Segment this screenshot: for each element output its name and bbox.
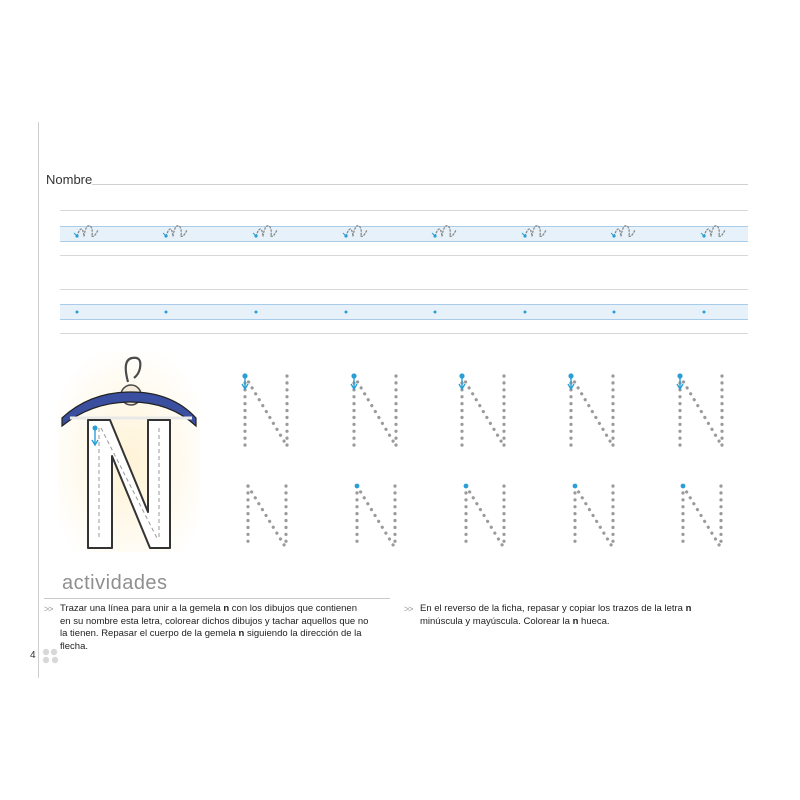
page-number-dots-icon (43, 649, 58, 663)
cursive-n-trace-row (74, 226, 725, 238)
activities-divider (44, 598, 390, 599)
chevron-double-right-icon: >> (404, 604, 413, 614)
hanger-with-capital-n-icon (58, 352, 200, 552)
activities-title: actividades (62, 572, 168, 594)
dotted-capital-n-row-2 (248, 484, 721, 548)
activity-instructions-left: >> Trazar una línea para unir a la gemela n con los dibujos que contienen en su nombre esta letra, colorear dichos dibujos y tachar aquellos que no la tienen. Repasar el cuerpo de la gemela n siguiendo la dirección de la flecha. (44, 603, 369, 652)
chevron-double-right-icon: >> (44, 604, 53, 614)
name-label: Nombre (46, 172, 93, 187)
dotted-capital-n-row-1 (242, 373, 722, 446)
activity-instructions-right: >> En el reverso de la ficha, repasar y copiar los trazos de la letra n minúscula y mayúscula. Colorear la n hueca. (404, 603, 692, 627)
page-number: 4 (30, 650, 36, 661)
start-dot-row (76, 311, 706, 314)
